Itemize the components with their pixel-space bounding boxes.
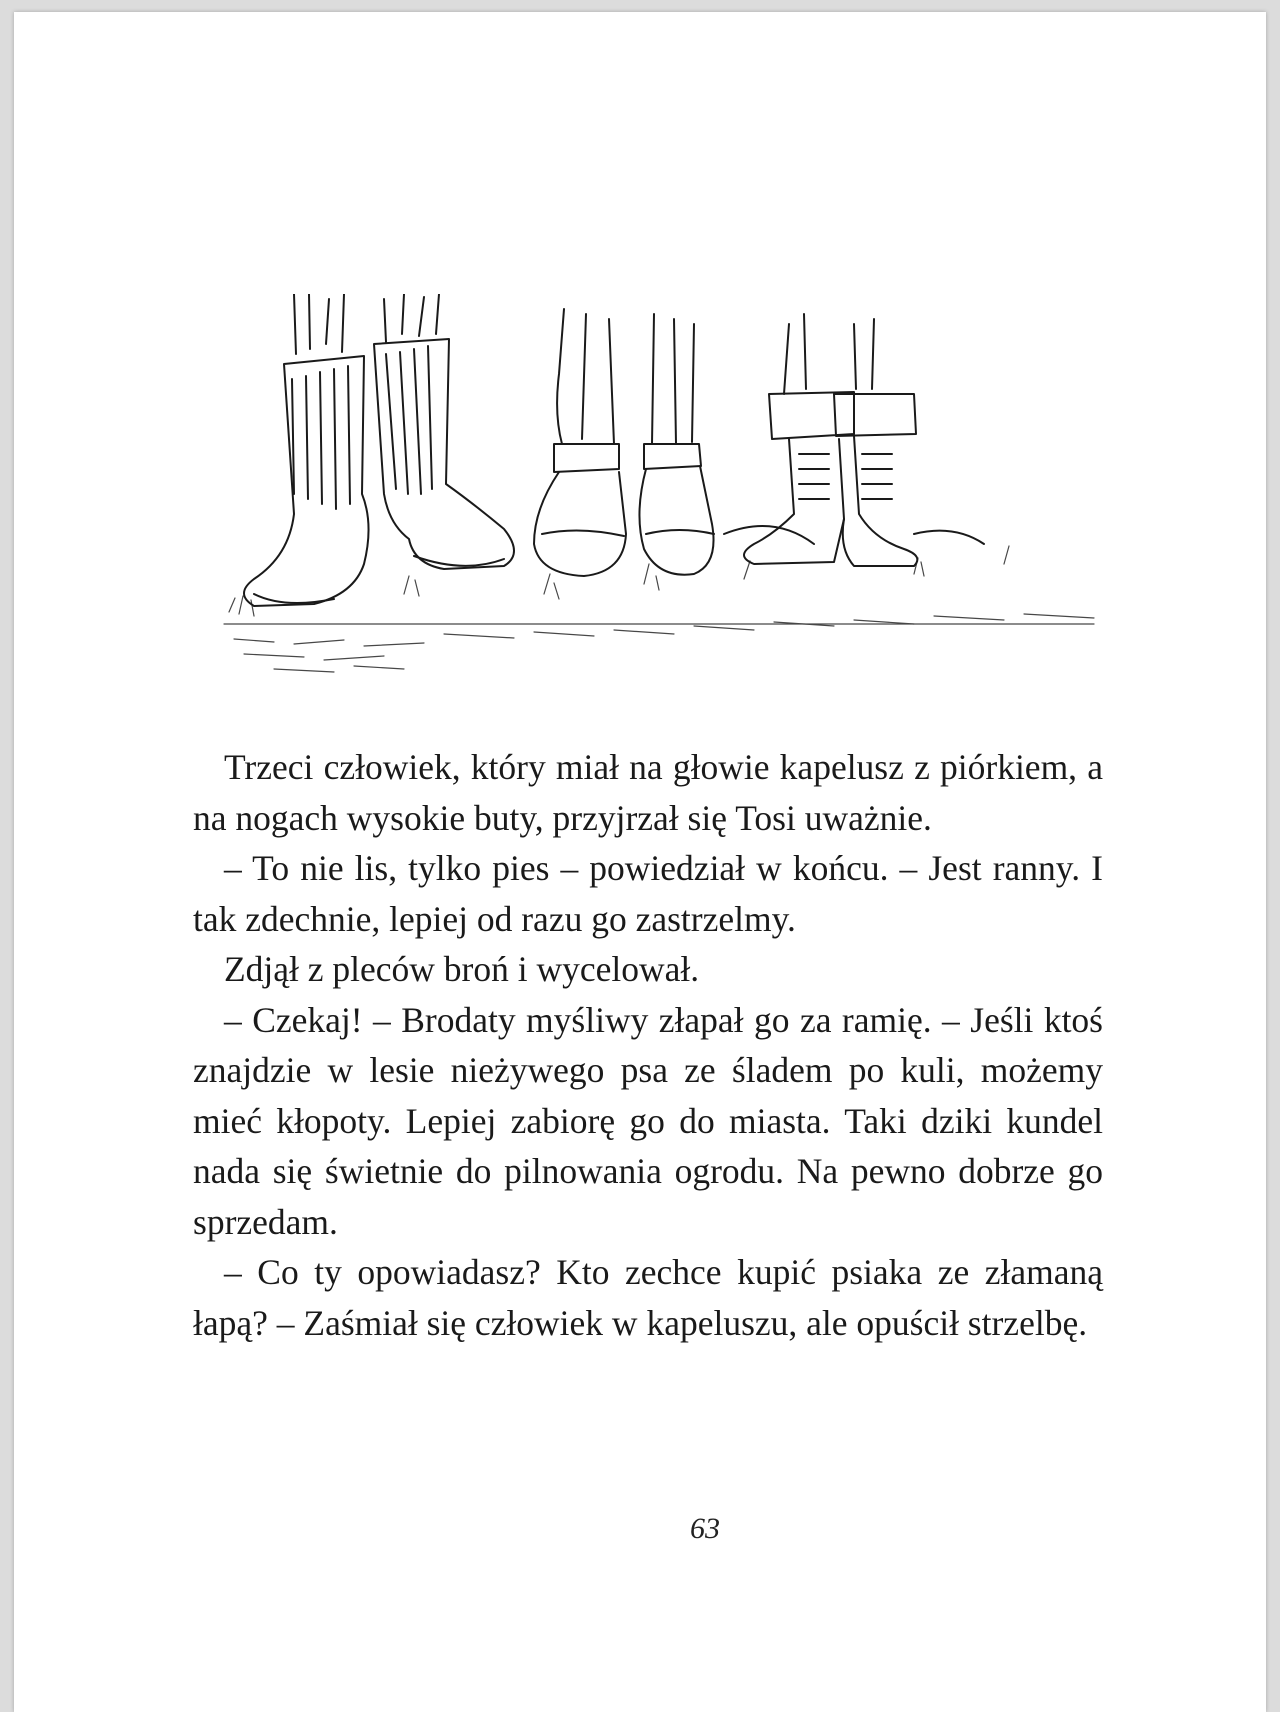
paragraph: – Co ty opowiadasz? Kto zechce kupić psiaka ze złamaną łapą? – Zaśmiał się człowiek w kapeluszu, ale opuścił strzelbę.: [193, 1252, 1103, 1343]
paragraph: Zdjął z pleców broń i wycelował.: [224, 949, 700, 989]
page-number: 63: [690, 1512, 720, 1545]
paragraph: Trzeci człowiek, który miał na głowie kapelusz z piórkiem, a na nogach wysokie buty, przyjrzał się Tosi uważnie.: [193, 747, 1103, 838]
boots-illustration: [214, 294, 1114, 694]
paragraph: – Czekaj! – Brodaty myśliwy złapał go za ramię. – Jeśli ktoś znajdzie w lesie nieżywego psa ze śladem po kuli, możemy mieć kłopoty. Lepiej zabiorę go do miasta. Taki dziki kundel nada się świetnie do pilnowania ogrodu. Na pewno dobrze go sprzedam.: [193, 999, 1103, 1242]
paragraph: – To nie lis, tylko pies – powiedział w końcu. – Jest ranny. I tak zdechnie, lepiej od razu go zastrzelmy.: [193, 848, 1103, 939]
story-text: [193, 742, 1103, 1348]
book-page: [14, 12, 1266, 1712]
